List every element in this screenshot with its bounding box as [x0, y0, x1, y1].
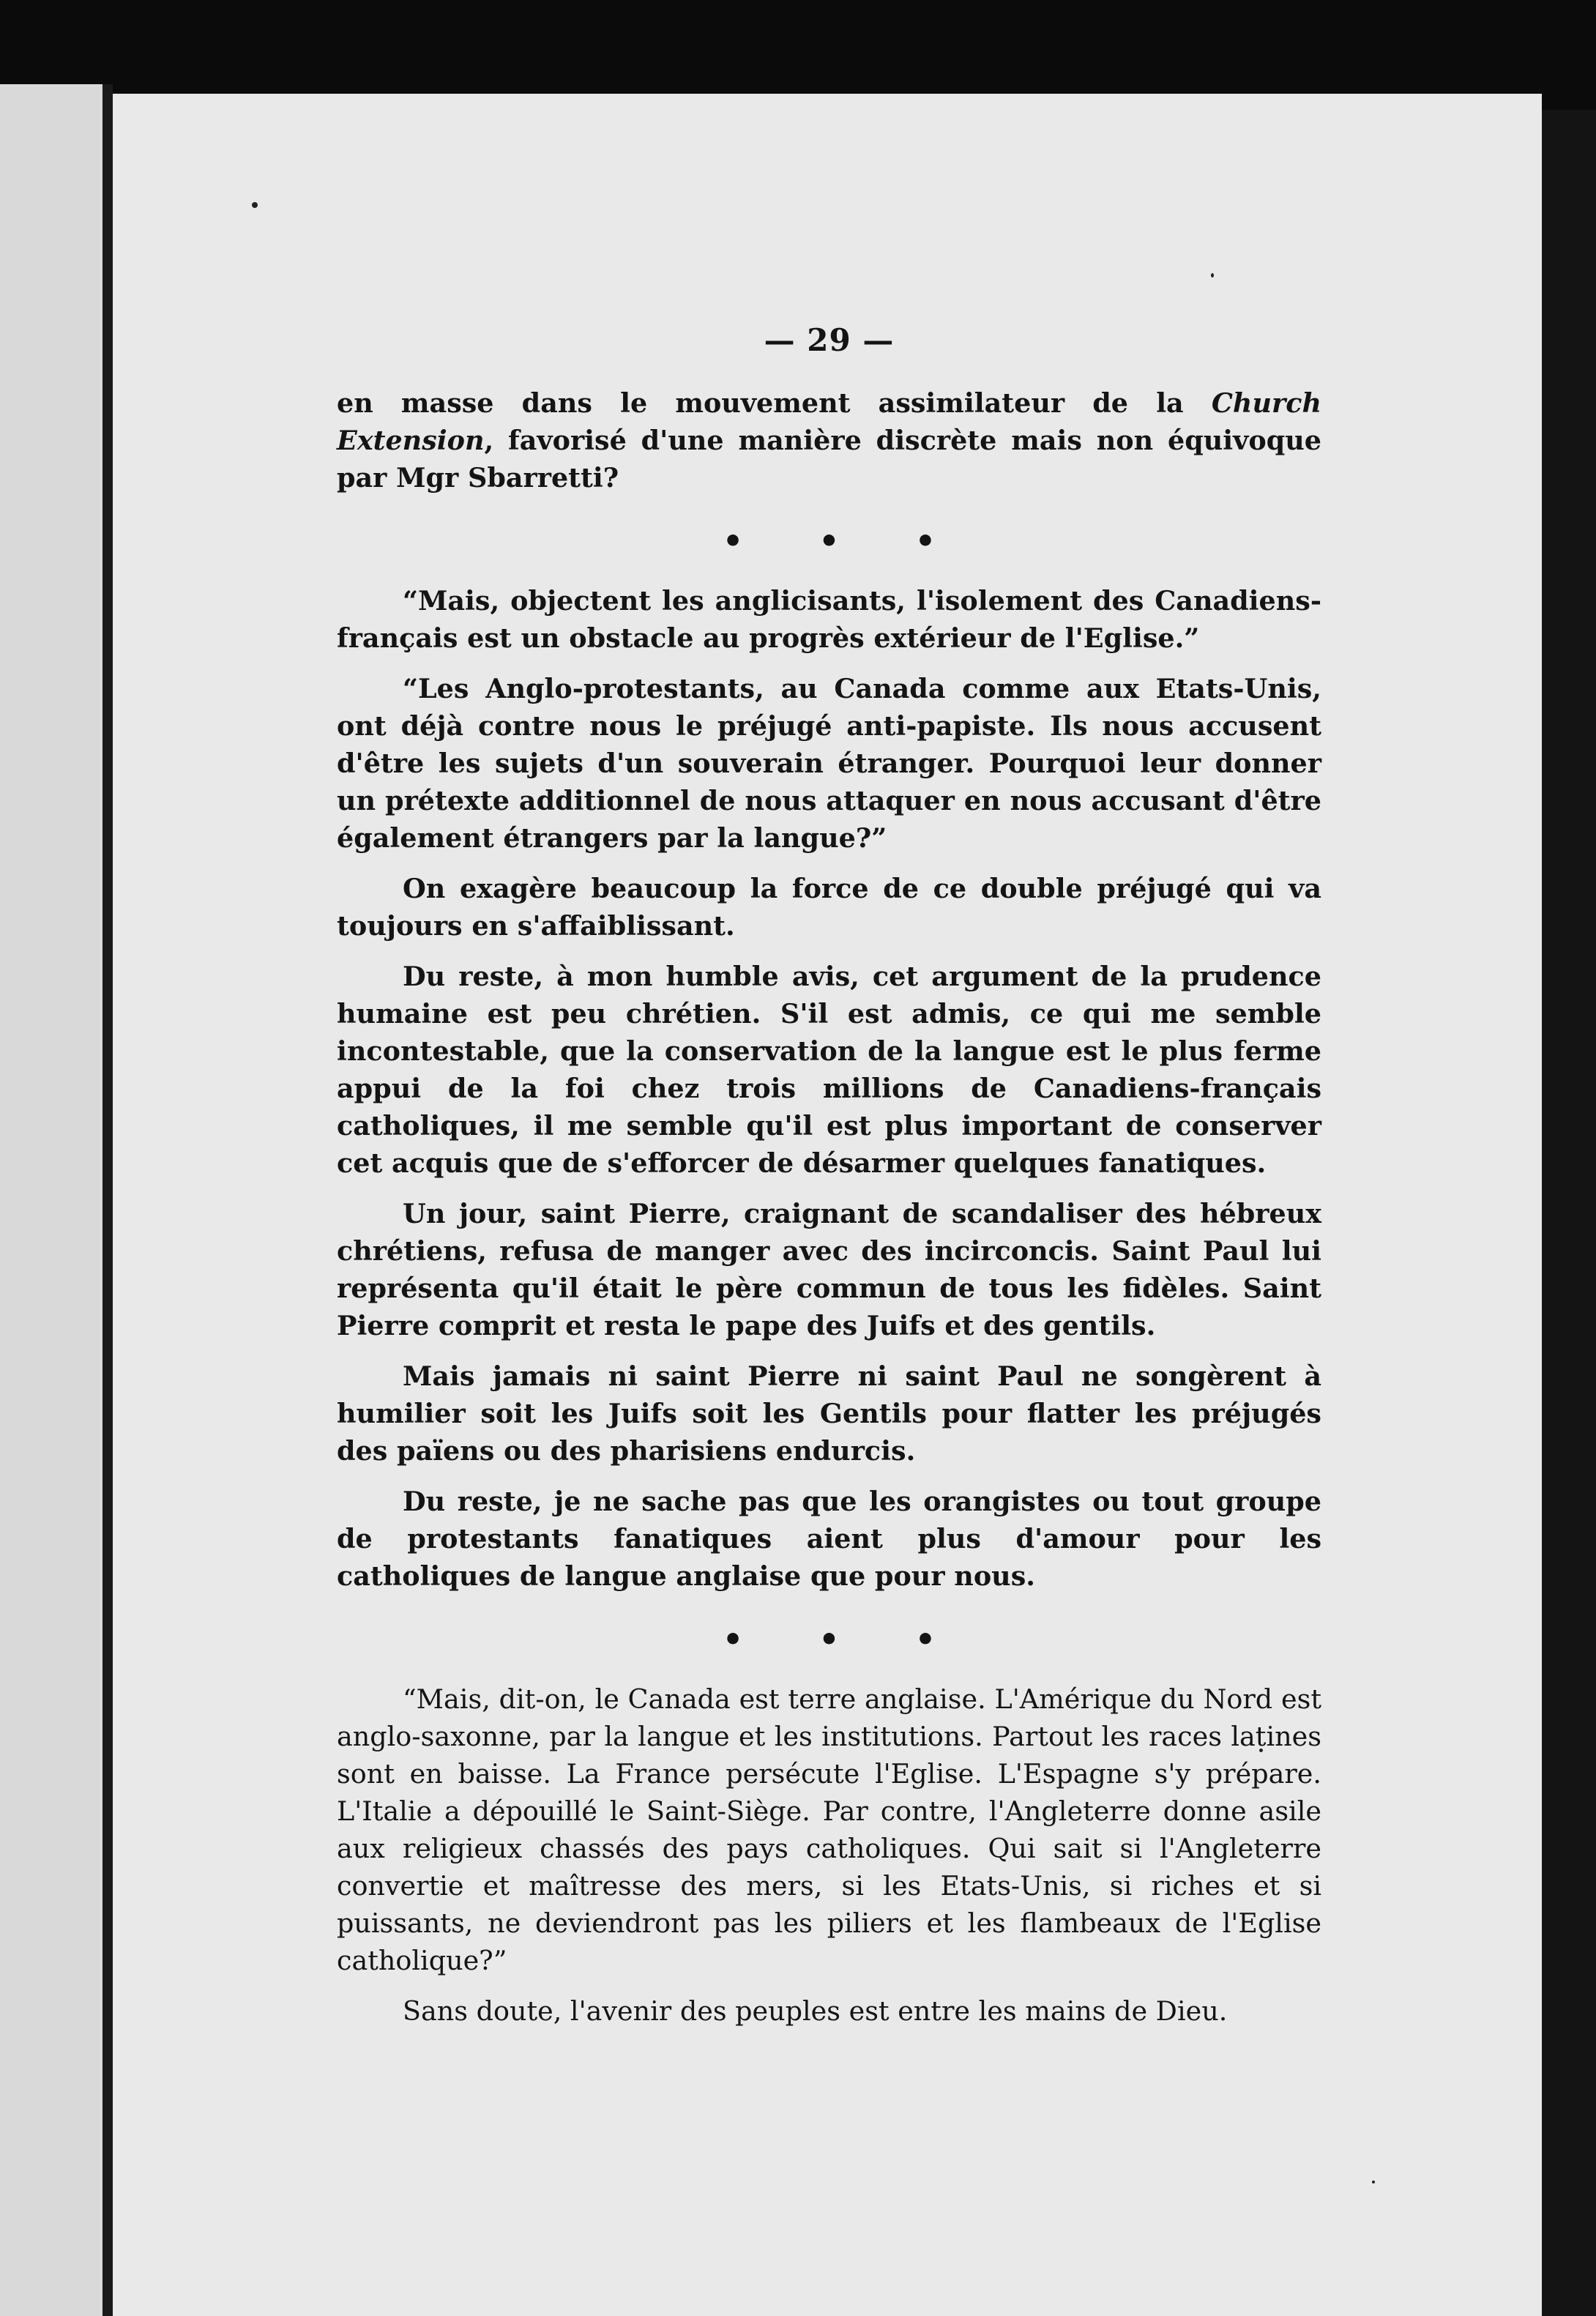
italic-title: Church Extension: [337, 387, 1321, 456]
scan-speck: [252, 202, 258, 208]
scan-speck: [1372, 2181, 1375, 2183]
page-text: [337, 322, 1321, 2030]
section-separator: • • •: [722, 523, 968, 560]
scan-speck: [1211, 273, 1214, 278]
paragraph: Du reste, je ne sache pas que les orangistes ou tout groupe de protestants fanatiques aient plus d'amour pour les catholiques de langue anglaise que pour nous.: [337, 1486, 1321, 1592]
paragraph: Mais jamais ni saint Pierre ni saint Paul ne songèrent à humilier soit les Juifs soit les Gentils pour flatter les préjugés des païens ou des pharisiens endurcis.: [337, 1360, 1321, 1467]
section-separator: • • •: [722, 1621, 968, 1658]
adjacent-page-strip: [0, 84, 102, 2316]
paragraph: On exagère beaucoup la force de ce double préjugé qui va toujours en s'affaiblissant.: [337, 873, 1321, 942]
paragraph: “Les Anglo-protestants, au Canada comme aux Etats-Unis, ont déjà contre nous le préjugé anti-papiste. Ils nous accusent d'être les sujets d'un souverain étranger. Pourquoi leur donner un prétexte additionnel de nous attaquer en nous accusant d'être également étrangers par la langue?”: [337, 673, 1321, 854]
paragraph: Sans doute, l'avenir des peuples est entre les mains de Dieu.: [403, 1995, 1228, 2027]
paragraph: “Mais, dit-on, le Canada est terre anglaise. L'Amérique du Nord est anglo-saxonne, par la langue et les institutions. Partout les races latines sont en baisse. La France persécute l'Eglise. L'Espagne s'y prépare. L'Italie a dépouillé le Saint-Siège. Par contre, l'Angleterre donne asile aux religieux chassés des pays catholiques. Qui sait si l'Angleterre convertie et maîtresse des mers, si les Etats-Unis, si riches et si puissants, ne deviendront pas les piliers et les flambeaux de l'Eglise catholique?”: [337, 1683, 1321, 1976]
paragraph-text: en masse dans le mouvement assimilateur de la: [337, 387, 1212, 419]
page-right-shadow: [1542, 110, 1596, 2316]
paragraph: Du reste, à mon humble avis, cet argument de la prudence humaine est peu chrétien. S'il est admis, ce qui me semble incontestable, que la conservation de la langue est le plus ferme appui de la foi chez trois millions de Canadiens-français catholiques, il me semble qu'il est plus important de conserver cet acquis que de s'efforcer de désarmer quelques fanatiques.: [337, 961, 1321, 1179]
paragraph: “Mais, objectent les anglicisants, l'isolement des Canadiens-français est un obstacle au progrès extérieur de l'Eglise.”: [337, 585, 1321, 654]
page-gutter-shadow: [102, 84, 113, 2316]
paragraph-continuation: [337, 384, 1321, 496]
paragraph-text: , favorisé d'une manière discrète mais non équivoque par Mgr Sbarretti?: [337, 425, 1321, 494]
page-number: — 29 —: [764, 322, 895, 358]
paragraph: Un jour, saint Pierre, craignant de scandaliser des hébreux chrétiens, refusa de manger avec des incirconcis. Saint Paul lui représenta qu'il était le père commun de tous les fidèles. Saint Pierre comprit et resta le pape des Juifs et des gentils.: [337, 1198, 1321, 1341]
